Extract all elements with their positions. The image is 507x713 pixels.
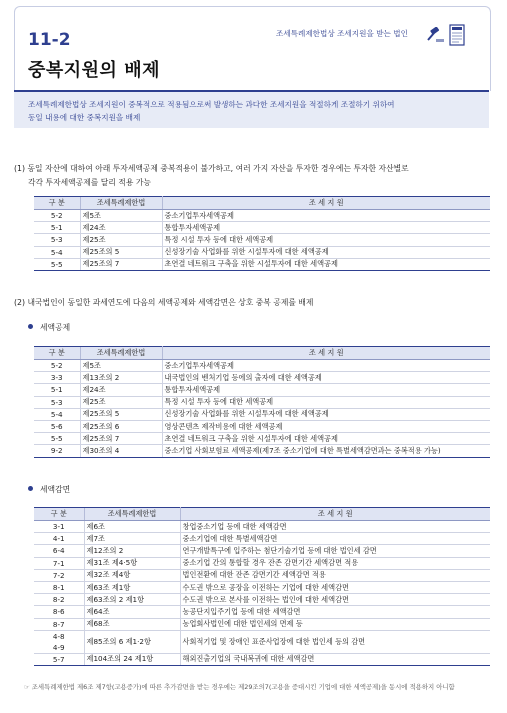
column-header: 조 세 지 원: [180, 508, 490, 521]
bullet-reduction: [28, 484, 70, 495]
row-support-cell: 신성장기술 사업화를 위한 시설투자에 대한 세액공제: [162, 408, 490, 420]
row-code-cell: 5-5: [34, 433, 80, 445]
row-article-cell: 제24조: [80, 384, 162, 396]
row-article-cell: 제25조의 6: [80, 420, 162, 432]
table-row: [34, 557, 490, 569]
row-article-cell: 제25조: [80, 234, 162, 246]
row-support-cell: 해외진출기업의 국내복귀에 대한 세액감면: [180, 653, 490, 665]
row-support-cell: 특정 시설 투자 등에 대한 세액공제: [162, 234, 490, 246]
row-support-cell: 농공단지입주기업 등에 대한 세액감면: [180, 606, 490, 618]
row-code-cell: 4-1: [34, 533, 84, 545]
document-icon: [449, 24, 465, 46]
row-article-cell: 제13조의 2: [80, 372, 162, 384]
table-row: [34, 533, 490, 545]
row-article-cell: 제68조: [84, 618, 180, 630]
row-article-cell: 제12조의 2: [84, 545, 180, 557]
row-article-cell: 제6조: [84, 521, 180, 533]
footnote: ☞ 조세특례제한법 제6조 제7항(고용증가)에 따른 추가감면을 받는 경우에는 제29조의7(고용을 증대시킨 기업에 대한 세액공제)을 동시에 적용하지 아니함: [24, 683, 455, 691]
table-row: [34, 384, 490, 396]
row-code-cell: 6-4: [34, 545, 84, 557]
row-code-cell: 8-6: [34, 606, 84, 618]
summary-line-1: 조세특례제한법상 조세지원이 중복적으로 적용됨으로써 발생하는 과다한 조세지원을 적절하게 조절하기 위하여: [28, 100, 395, 109]
bullet-label: 세액감면: [40, 485, 71, 494]
category-label: 조세특례제한법상 조세지원을 받는 법인: [276, 29, 408, 38]
row-article-cell: 제7조: [84, 533, 180, 545]
row-code-cell: 7-2: [34, 569, 84, 581]
section1-line-1: (1) 동일 자산에 대하여 아래 투자세액공제 중복적용이 불가하고, 여러 가지 자산을 투자한 경우에는 투자한 자산별로: [14, 164, 409, 173]
row-article-cell: 제25조의 5: [80, 408, 162, 420]
row-article-cell: 제31조 제4·5항: [84, 557, 180, 569]
row-article-cell: 제104조의 24 제1항: [84, 653, 180, 665]
table-row: [34, 372, 490, 384]
row-support-cell: 신성장기술 사업화를 위한 시설투자에 대한 세액공제: [162, 246, 490, 258]
table-row: [34, 606, 490, 618]
row-article-cell: 제63조의 2 제1항: [84, 594, 180, 606]
table-row: [34, 258, 490, 270]
table-tax-reduction: [34, 507, 490, 666]
column-header: 구 분: [34, 508, 84, 521]
table-row: [34, 408, 490, 420]
table-row: [34, 396, 490, 408]
table-row: [34, 445, 490, 457]
bullet-dot: [28, 486, 33, 491]
row-support-cell: 중소기업에 대한 특별세액감면: [180, 533, 490, 545]
row-article-cell: 제30조의 4: [80, 445, 162, 457]
row-article-cell: 제5조: [80, 360, 162, 372]
row-code-cell: 4-8 4-9: [34, 630, 84, 653]
bullet-credit: [28, 322, 70, 333]
row-article-cell: 제25조의 7: [80, 433, 162, 445]
row-support-cell: 창업중소기업 등에 대한 세액감면: [180, 521, 490, 533]
row-code-cell: 5-7: [34, 653, 84, 665]
row-code-cell: 8-1: [34, 581, 84, 593]
row-code-cell: 8-7: [34, 618, 84, 630]
row-support-cell: 연구개발특구에 입주하는 첨단기술기업 등에 대한 법인세 감면: [180, 545, 490, 557]
row-article-cell: 제24조: [80, 222, 162, 234]
row-code-cell: 5-5: [34, 258, 80, 270]
table-row: [34, 581, 490, 593]
row-support-cell: 초연결 네트워크 구축을 위한 시설투자에 대한 세액공제: [162, 433, 490, 445]
page-title: 중복지원의 배제: [28, 60, 160, 81]
row-support-cell: 영상콘텐츠 제작비용에 대한 세액공제: [162, 420, 490, 432]
row-support-cell: 특정 시설 투자 등에 대한 세액공제: [162, 396, 490, 408]
row-article-cell: 제63조 제1항: [84, 581, 180, 593]
table-row: [34, 569, 490, 581]
row-support-cell: 법인전환에 대한 잔존 감면기간 세액감면 적용: [180, 569, 490, 581]
row-code-cell: 5-4: [34, 408, 80, 420]
row-support-cell: 중소기업투자세액공제: [162, 210, 490, 222]
row-code-cell: 5-4: [34, 246, 80, 258]
bullet-dot: [28, 324, 33, 329]
row-article-cell: 제5조: [80, 210, 162, 222]
column-header: 조 세 지 원: [162, 197, 490, 210]
section1-line-2: 각각 투자세액공제를 달리 적용 가능: [28, 178, 151, 187]
row-article-cell: 제85조의 6 제1·2항: [84, 630, 180, 653]
table-row: [34, 234, 490, 246]
table-tax-credit: [34, 346, 490, 458]
table-row: [34, 618, 490, 630]
row-article-cell: 제25조의 7: [80, 258, 162, 270]
summary-line-2: 동일 내용에 대한 중복지원을 배제: [28, 113, 141, 122]
summary-box: [14, 90, 489, 128]
row-code-cell: 7-1: [34, 557, 84, 569]
row-support-cell: 수도권 밖으로 본사를 이전하는 법인에 대한 세액감면: [180, 594, 490, 606]
table-row: [34, 222, 490, 234]
section-code: 11-2: [28, 30, 71, 50]
row-code-cell: 5-1: [34, 384, 80, 396]
row-support-cell: 농업회사법인에 대한 법인세의 면제 등: [180, 618, 490, 630]
row-support-cell: 사회적기업 및 장애인 표준사업장에 대한 법인세 등의 감면: [180, 630, 490, 653]
row-code-cell: 3-3: [34, 372, 80, 384]
row-support-cell: 중소기업 사회보험료 세액공제(제7조 중소기업에 대한 특별세액감면과는 중복적용 가능): [162, 445, 490, 457]
table-row: [34, 521, 490, 533]
row-code-cell: 5-1: [34, 222, 80, 234]
row-support-cell: 내국법인의 벤처기업 등에의 출자에 대한 세액공제: [162, 372, 490, 384]
row-code-cell: 5-2: [34, 210, 80, 222]
row-support-cell: 통합투자세액공제: [162, 384, 490, 396]
table-row: [34, 246, 490, 258]
section2-line-1: (2) 내국법인이 동일한 과세연도에 다음의 세액공제와 세액감면은 상호 중복 공제를 배제: [14, 298, 314, 307]
column-header: 조 세 지 원: [162, 347, 490, 360]
row-code-cell: 5-2: [34, 360, 80, 372]
gavel-icon: [425, 27, 445, 43]
table-row: [34, 594, 490, 606]
row-article-cell: 제64조: [84, 606, 180, 618]
column-header: 조세특례제한법: [80, 347, 162, 360]
table-row: [34, 360, 490, 372]
row-code-cell: 5-3: [34, 234, 80, 246]
table-investment-credit: [34, 196, 490, 271]
row-support-cell: 수도권 밖으로 공장을 이전하는 기업에 대한 세액감면: [180, 581, 490, 593]
table-row: [34, 545, 490, 557]
row-support-cell: 통합투자세액공제: [162, 222, 490, 234]
table-row: [34, 433, 490, 445]
row-support-cell: 중소기업 간의 통합할 경우 잔존 감면기간 세액감면 적용: [180, 557, 490, 569]
column-header: 조세특례제한법: [80, 197, 162, 210]
row-code-cell: 9-2: [34, 445, 80, 457]
table-row: [34, 630, 490, 653]
column-header: 조세특례제한법: [84, 508, 180, 521]
column-header: 구 분: [34, 197, 80, 210]
row-support-cell: 초연결 네트워크 구축을 위한 시설투자에 대한 세액공제: [162, 258, 490, 270]
table-row: [34, 653, 490, 665]
row-code-cell: 5-6: [34, 420, 80, 432]
row-code-cell: 8-2: [34, 594, 84, 606]
table-row: [34, 420, 490, 432]
row-article-cell: 제25조: [80, 396, 162, 408]
column-header: 구 분: [34, 347, 80, 360]
row-article-cell: 제25조의 5: [80, 246, 162, 258]
row-code-cell: 5-3: [34, 396, 80, 408]
row-code-cell: 3-1: [34, 521, 84, 533]
bullet-label: 세액공제: [40, 323, 71, 332]
row-support-cell: 중소기업투자세액공제: [162, 360, 490, 372]
row-article-cell: 제32조 제4항: [84, 569, 180, 581]
table-row: [34, 210, 490, 222]
